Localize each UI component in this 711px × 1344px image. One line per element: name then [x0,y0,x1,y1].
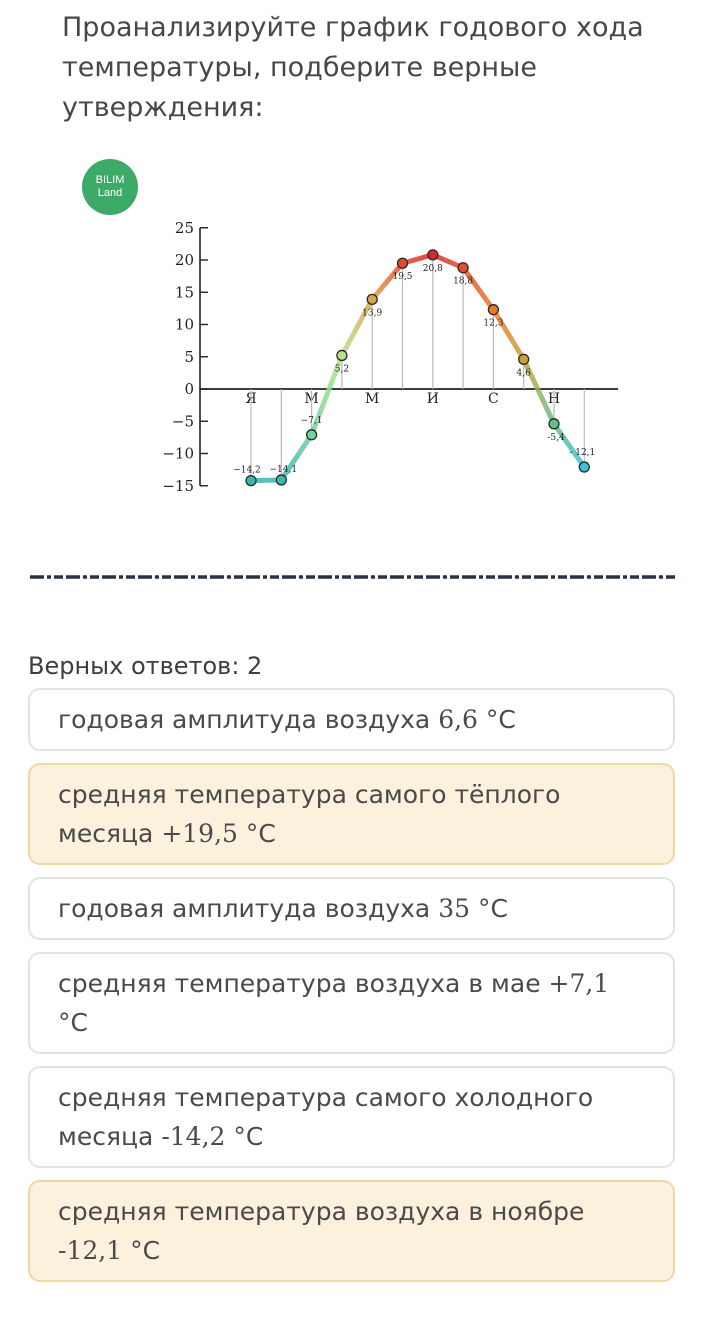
answer-option[interactable] [28,688,675,751]
data-point [367,294,377,304]
data-point [428,250,438,260]
data-label: 18,8 [453,276,474,287]
data-label: 4,6 [516,368,531,379]
data-label: 13,9 [362,308,383,319]
question-text: Проанализируйте график годового хода температуры, подберите верные утверждения: [62,12,644,123]
data-point [398,258,408,268]
data-label: 20,8 [422,263,443,274]
data-label: −14,2 [233,465,261,476]
temperature-chart-figure [70,150,630,510]
answer-option-unit: °C [237,819,276,848]
answer-option-unit: °C [470,894,508,923]
y-tick-label: −10 [162,444,194,463]
logo-text-line2: Land [97,187,123,199]
y-tick-label: 25 [174,218,194,237]
data-label: - 12,1 [569,448,596,459]
correct-answers-count: Верных ответов: 2 [28,652,263,680]
data-point [307,430,317,440]
series-segment [463,268,493,310]
answer-option-value: +19,5 [161,819,238,848]
data-point [549,419,559,429]
answer-option[interactable] [28,763,675,865]
series-segment [493,310,523,360]
chart-series [233,250,595,486]
x-month-label: М [365,391,380,407]
data-point [246,476,256,486]
data-label: −14,1 [269,464,298,475]
data-point [519,354,529,364]
answer-option-unit: °C [58,1008,88,1037]
answer-option[interactable] [28,1066,675,1168]
answer-option[interactable] [28,877,675,940]
answer-option-unit: °C [225,1122,264,1151]
answer-option-text: годовая амплитуда воздуха [58,705,439,734]
section-divider [30,574,675,580]
answer-option-text: средняя температура воздуха в ноябре [58,1197,585,1226]
answer-options-list [28,688,675,1294]
temperature-chart [70,150,630,510]
x-month-label: С [488,391,499,407]
answer-option[interactable] [28,1180,675,1282]
data-point [276,475,286,485]
data-point [579,462,589,472]
x-month-label: И [426,391,439,407]
y-tick-label: −15 [162,476,194,495]
answer-option-value: -14,2 [161,1122,226,1151]
x-month-label: Н [547,391,561,407]
answer-option-text: средняя температура самого холодного месяца [58,1083,594,1151]
answer-option-value: 6,6 [438,705,478,734]
answer-option-value: 35 [438,894,470,923]
answer-option[interactable] [28,952,675,1054]
logo-text-line1: BILIM [95,174,125,186]
y-tick-label: 5 [184,347,194,366]
data-point [488,305,498,315]
answer-option-value: -12,1 [58,1236,123,1265]
answer-option-unit: °C [477,705,516,734]
answer-option-text: средняя температура самого тёплого месяца [58,780,561,848]
answer-option-text: средняя температура воздуха в мае [58,969,549,998]
bilim-land-logo [82,159,138,215]
y-tick-label: −5 [171,412,194,431]
data-label: -5,4 [547,432,565,443]
y-tick-label: 20 [174,251,194,269]
x-month-label: Я [245,391,257,407]
data-label: 5,2 [334,364,350,375]
data-label: 19,5 [392,272,413,283]
data-point [458,263,468,273]
y-tick-label: 15 [174,283,194,302]
series-segment [554,424,584,467]
x-month-label: М [304,391,319,407]
data-label: −7,1 [300,415,323,426]
data-point [337,350,347,360]
answer-option-value: +7,1 [548,969,610,998]
data-label: 12,3 [483,318,504,329]
chart-axes [162,219,618,495]
answer-option-text: годовая амплитуда воздуха [58,894,439,923]
answer-option-unit: °C [122,1236,161,1265]
y-tick-label: 0 [184,380,194,398]
y-tick-label: 10 [174,315,194,334]
